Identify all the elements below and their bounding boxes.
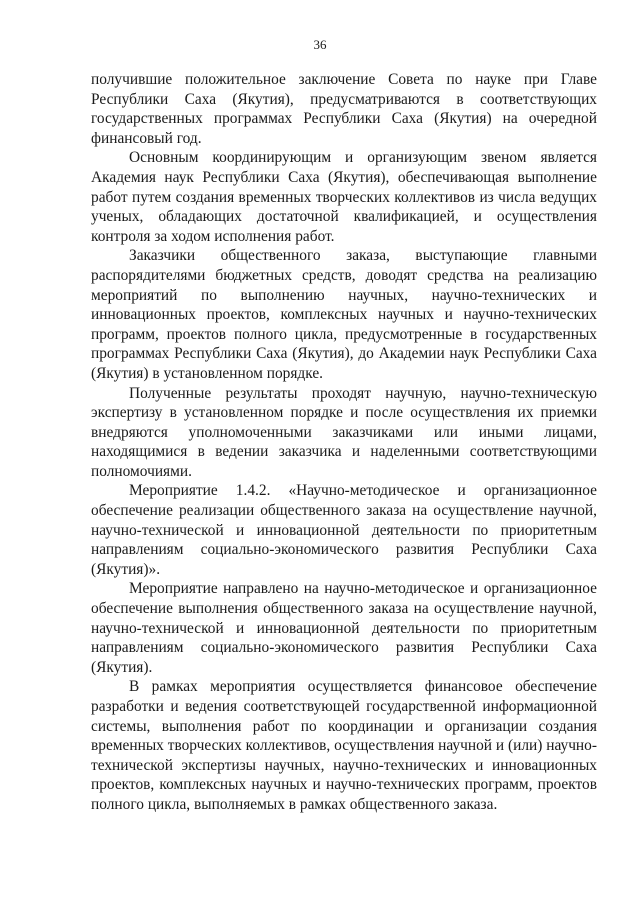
paragraph-coordinating-body: Основным координирующим и организующим звеном является Академия наук Республики Саха (Якутия), обеспечивающая выполнение работ путем создания временных творческих коллективов из числа ведущих ученых, обладающих достаточной квалификацией, и осуществления контроля за ходом исполнения работ. — [91, 149, 597, 245]
paragraph-measure-1-4-2: Мероприятие 1.4.2. «Научно-методическое и организационное обеспечение реализации общественного заказа на осуществление научной, научно-технической и инновационной деятельности по приоритетным направлениям социально-экономического развития Республики Саха (Якутия)». — [91, 482, 597, 578]
paragraph-results-expertise: Полученные результаты проходят научную, научно-техническую экспертизу в установленном порядке и после осуществления их приемки внедряются уполномоченными заказчиками или иными лицами, находящимися в ведении заказчика и наделенными соответствующими полномочиями. — [91, 384, 597, 480]
document-body — [91, 70, 597, 815]
paragraph-continuation: получившие положительное заключение Совета по науке при Главе Республики Саха (Якутия), предусматриваются в соответствующих государственных программах Республики Саха (Якутия) на очередной финансовый год. — [91, 71, 597, 147]
paragraph-measure-purpose: Мероприятие направлено на научно-методическое и организационное обеспечение выполнения общественного заказа на осуществление научной, научно-технической и инновационной деятельности по приоритетным направлениям социально-экономического развития Республики Саха (Якутия). — [91, 580, 597, 676]
paragraph-measure-financing: В рамках мероприятия осуществляется финансовое обеспечение разработки и ведения соответствующей государственной информационной системы, выполнения работ по координации и организации создания временных творческих коллективов, осуществления научной и (или) научно-технической экспертизы научных, научно-технических и инновационных проектов, комплексных научных и научно-технических программ, проектов полного цикла, выполняемых в рамках общественного заказа. — [91, 678, 597, 813]
paragraph-customers-funding: Заказчики общественного заказа, выступающие главными распорядителями бюджетных средств, доводят средства на реализацию мероприятий по выполнению научных, научно-технических и инновационных проектов, комплексных научных и научно-технических программ, проектов полного цикла, предусмотренные в государственных программах Республики Саха (Якутия), до Академии наук Республики Саха (Якутия) в установленном порядке. — [91, 247, 597, 382]
page-number: 36 — [313, 37, 327, 52]
